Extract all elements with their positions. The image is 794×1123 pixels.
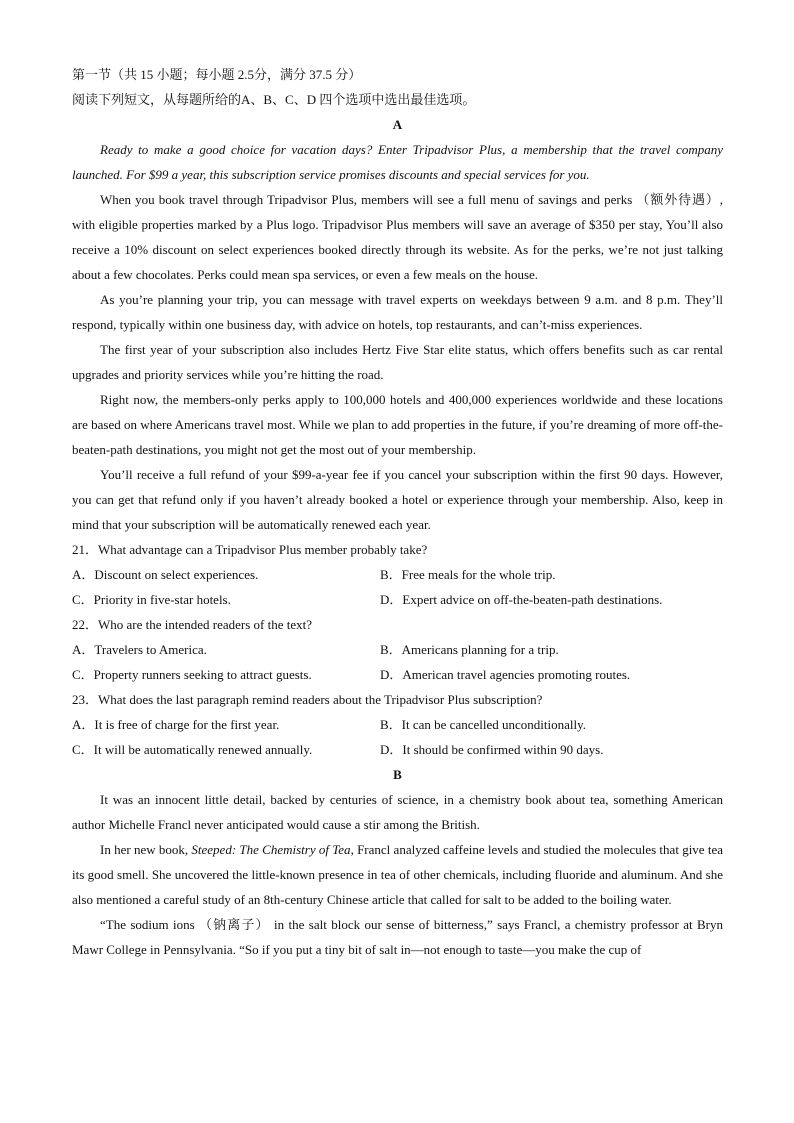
question-21 [72, 537, 723, 612]
option-c[interactable]: C．Priority in five-star hotels. [72, 592, 231, 607]
passage-b-label: B [393, 767, 402, 782]
question-23 [72, 687, 723, 762]
passage-a-paragraph: As you’re planning your trip, you can message with travel experts on weekdays between 9 a.m. and 8 p.m. They’ll respond, typically within one business day, with advice on hotels, top restaurants, and can’t-miss experiences. [72, 292, 723, 332]
exam-page [72, 62, 723, 962]
passage-a-intro: Ready to make a good choice for vacation days? Enter Tripadvisor Plus, a membership that the travel company launched. For $99 a year, this subscription service promises discounts and special services for you. [72, 142, 723, 182]
question-stem: 23．What does the last paragraph remind readers about the Tripadvisor Plus subscription? [72, 692, 543, 707]
option-a[interactable]: A．Travelers to America. [72, 642, 207, 657]
option-b[interactable]: B．Free meals for the whole trip. [380, 567, 556, 582]
option-a[interactable]: A．Discount on select experiences. [72, 567, 259, 582]
passage-b-paragraph [72, 837, 723, 912]
passage-b-paragraph: “The sodium ions （钠离子） in the salt block our sense of bitterness,” says Francl, a chemistry professor at Bryn Mawr College in Pennsylvania. “So if you put a tiny bit of salt in—not enough to taste—you make the cup of [72, 917, 723, 957]
passage-b-paragraph: It was an innocent little detail, backed by centuries of science, in a chemistry book about tea, something American author Michelle Francl never anticipated would cause a stir among the British. [72, 792, 723, 832]
passage-a-label: A [392, 117, 403, 132]
passage-a-paragraph: The first year of your subscription also includes Hertz Five Star elite status, which offers benefits such as car rental upgrades and priority services while you’re hitting the road. [72, 342, 723, 382]
section-header: 第一节（共 15 小题；每小题 2.5分，满分 37.5 分） [72, 67, 362, 82]
passage-a-paragraph: When you book travel through Tripadvisor Plus, members will see a full menu of savings and perks （额外待遇）, with eligible properties marked by a Plus logo. Tripadvisor Plus members will save an average of $350 per stay, You’ll also receive a 10% discount on select experiences booked directly through its website. As for the perks, we’re not just talking about a few chocolates. Perks could mean spa services, or even a few meals on the house. [72, 192, 723, 282]
instructions: 阅读下列短文，从每题所给的A、B、C、D 四个选项中选出最佳选项。 [72, 92, 476, 107]
option-b[interactable]: B．Americans planning for a trip. [380, 642, 559, 657]
option-d[interactable]: D．It should be confirmed within 90 days. [380, 742, 604, 757]
book-title: Steeped: The Chemistry of Tea [191, 842, 351, 857]
text-run: In her new book, [100, 842, 192, 857]
option-c[interactable]: C．Property runners seeking to attract guests. [72, 667, 312, 682]
passage-a-paragraph: Right now, the members-only perks apply to 100,000 hotels and 400,000 experiences worldwide and these locations are based on where Americans travel most. While we plan to add properties in the future, if you’re dreaming of more off-the-beaten-path destinations, you might not get the most out of your membership. [72, 392, 723, 457]
option-b[interactable]: B．It can be cancelled unconditionally. [380, 717, 587, 732]
option-d[interactable]: D．Expert advice on off-the-beaten-path destinations. [380, 592, 663, 607]
question-stem: 22．Who are the intended readers of the text? [72, 617, 313, 632]
question-22 [72, 612, 723, 687]
question-stem: 21．What advantage can a Tripadvisor Plus member probably take? [72, 542, 428, 557]
option-a[interactable]: A．It is free of charge for the first year. [72, 717, 280, 732]
option-c[interactable]: C．It will be automatically renewed annually. [72, 742, 313, 757]
text-run: , Francl analyzed caffeine levels and studied the molecules that give tea its good smell. She uncovered the little-known presence in tea of other chemicals, including fluoride and aluminum. And she also mentioned a careful study of an 8th-century Chinese article that called for salt to be added to the boiling water. [72, 842, 723, 907]
option-d[interactable]: D．American travel agencies promoting routes. [380, 667, 631, 682]
passage-a-paragraph: You’ll receive a full refund of your $99-a-year fee if you cancel your subscription within the first 90 days. However, you can get that refund only if you haven’t already booked a hotel or experience through your membership. Also, keep in mind that your subscription will be automatically renewed each year. [72, 467, 723, 532]
